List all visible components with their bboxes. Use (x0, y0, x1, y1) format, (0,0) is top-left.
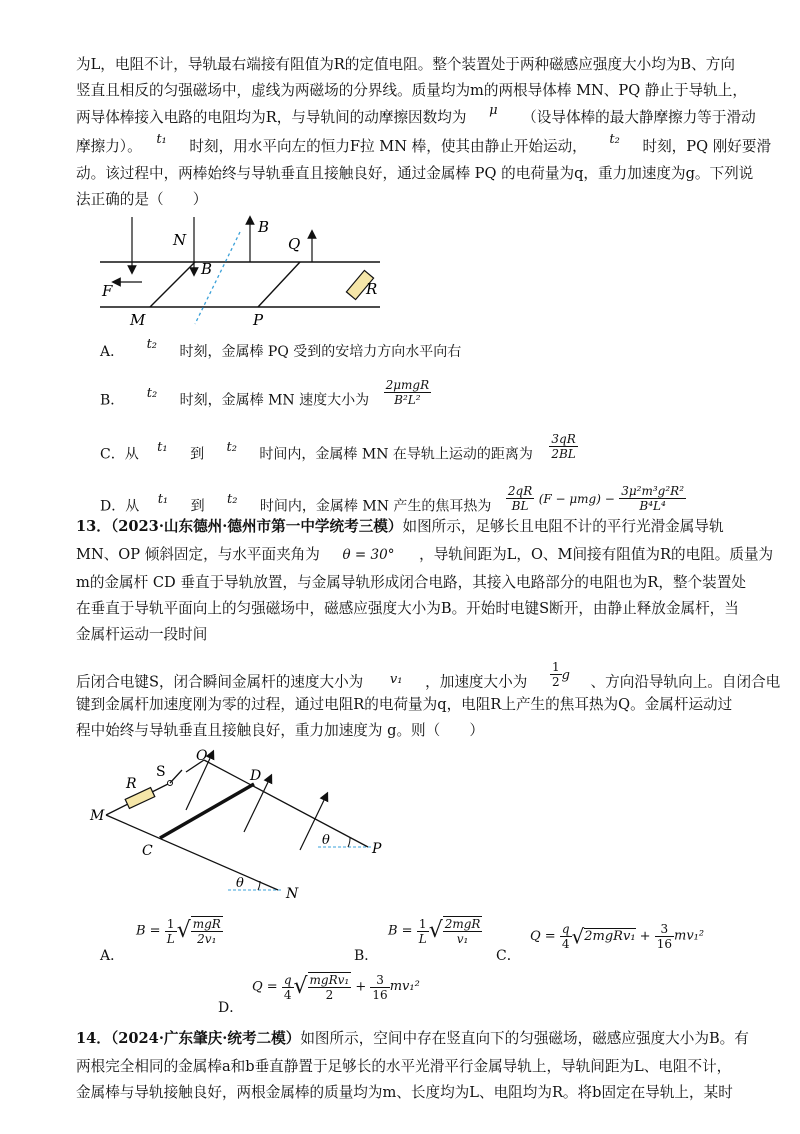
label-o: O (196, 748, 208, 764)
numerator: 3 (655, 922, 674, 937)
text: 到 (190, 446, 205, 463)
formula (506, 484, 686, 513)
numerator: 3 (370, 973, 389, 988)
numerator: mgR (192, 917, 221, 931)
numerator: mgRv₁ (309, 973, 350, 987)
rod-pq (258, 262, 300, 307)
option-d[interactable]: D． (218, 1000, 244, 1016)
text: ，加速度大小为 (425, 673, 528, 691)
t1-symbol: t₁ (157, 491, 169, 507)
denominator: B²L² (394, 393, 421, 407)
fraction (560, 922, 572, 951)
label-b-down: B (201, 260, 213, 278)
formula-lhs: B = (388, 923, 413, 939)
rail-diagram-1 (90, 212, 390, 332)
question-source: （2023·山东德州·德州市第一中学统考三模） (110, 518, 403, 535)
fraction (417, 917, 429, 946)
numerator: 1 (417, 917, 429, 932)
fraction-half (550, 660, 562, 689)
label-b-up: B (258, 218, 270, 236)
label-n: N (286, 886, 299, 900)
para-line (76, 544, 773, 566)
para-line: 键到金属杆加速度刚为零的过程，通过电阻R的电荷量为q，电阻R上产生的焦耳热为Q。金属杆运动过 (76, 696, 733, 713)
text: 两导体棒接入电路的电阻均为R，与导轨间的动摩擦因数均为 (76, 109, 467, 126)
para-line (76, 660, 781, 697)
field-boundary (195, 232, 240, 324)
option-label: B． (100, 392, 125, 409)
numerator: q (283, 972, 292, 987)
formula-lhs: B = (136, 923, 161, 939)
rail-mn (106, 815, 278, 890)
rail-op (204, 760, 368, 847)
option-a[interactable]: A． (100, 948, 125, 964)
question-13-heading (76, 516, 724, 538)
mu-symbol: μ (489, 103, 498, 118)
numerator: 2qR (507, 484, 533, 498)
plus: + (355, 979, 367, 995)
fraction (384, 378, 432, 407)
para-line: 法正确的是（ ） (76, 191, 208, 208)
option-text: 时间内，金属棒 MN 产生的焦耳热为 (259, 498, 492, 515)
para-line: 金属杆运动一段时间 (76, 626, 208, 643)
numerator: 1 (551, 660, 560, 674)
text: 到 (190, 498, 205, 515)
para-line: 在垂直于导轨平面向上的匀强磁场中，磁感应强度大小为B。开始时电键S断开，由静止释放金属杆，当 (76, 600, 739, 617)
theta-value: θ = 30° (342, 547, 395, 563)
formula-tail: mv₁² (389, 979, 420, 994)
text: 后闭合电键S，闭合瞬间金属杆的速度大小为 (76, 673, 364, 691)
radicand (443, 916, 483, 946)
para-line: 动。该过程中，两棒始终与导轨垂直且接触良好，通过金属棒 PQ 的电荷量为q，重力加速度为g。下列说 (76, 165, 754, 182)
radicand (308, 972, 352, 1002)
denominator: 16 (656, 937, 672, 951)
rod-cd (160, 784, 254, 838)
incline-diagram (86, 740, 386, 900)
option-a-formula: B = $\frac{1}{L}$ √ mgR 2v₁ (136, 916, 221, 946)
t1-symbol: t₁ (157, 439, 168, 455)
option-text: 时间内，金属棒 MN 在导轨上运动的距离为 (259, 446, 533, 463)
para-line: 程中始终与导轨垂直且接触良好，重力加速度为 g。则（ ） (76, 722, 485, 739)
t2-symbol: t₂ (146, 337, 158, 352)
text: MN、OP 倾斜固定，与水平面夹角为 (76, 546, 320, 563)
para-line (76, 103, 756, 130)
radicand (191, 916, 223, 946)
v1-symbol: v₁ (389, 671, 403, 687)
radicand: 2mgRv₁ (584, 928, 636, 944)
denominator: 2 (551, 675, 560, 689)
label-m: M (130, 311, 146, 329)
text: 时刻，PQ 刚好要滑 (642, 138, 772, 155)
numerator: 1 (165, 917, 177, 932)
formula-lhs: Q = (530, 929, 556, 944)
label-p: P (253, 311, 264, 329)
option-label: C．从 (100, 446, 139, 463)
fraction (506, 484, 534, 513)
denominator: 4 (561, 937, 570, 951)
option-b[interactable] (100, 378, 431, 415)
t2-symbol: t₂ (227, 491, 238, 507)
wire (152, 784, 168, 792)
label-n: N (173, 231, 187, 249)
question-source: （2024·广东肇庆·统考二模） (110, 1030, 301, 1047)
label-c: C (142, 843, 153, 859)
fraction (619, 484, 686, 513)
denominator: L (166, 931, 175, 946)
option-a[interactable] (100, 337, 462, 363)
fraction (282, 973, 294, 1002)
t1-symbol: t₁ (156, 132, 167, 147)
denominator: 2v₁ (197, 932, 217, 946)
label-m: M (90, 808, 105, 824)
option-text: 时刻，金属棒 MN 速度大小为 (179, 392, 370, 409)
switch-icon (170, 770, 182, 783)
g-symbol: g (561, 667, 570, 683)
denominator: 4 (283, 987, 292, 1002)
option-b-formula: B = $\frac{1}{L}$ √ 2mgR v₁ (388, 916, 481, 946)
denominator: 16 (372, 987, 388, 1002)
t2-symbol: t₂ (146, 385, 158, 401)
label-p: P (372, 841, 382, 857)
t2-symbol: t₂ (226, 439, 237, 455)
label-s: S (156, 764, 166, 780)
wire (106, 804, 128, 815)
label-theta: θ (322, 833, 330, 848)
fraction (549, 432, 577, 461)
para-line: m的金属杆 CD 垂直于导轨放置，与金属导轨形成闭合电路，其接入电路部分的电阻也为R，整个装置处 (76, 574, 746, 591)
question-number: 13． (76, 518, 111, 535)
label-theta: θ (236, 876, 244, 891)
question-14-heading (76, 1028, 749, 1050)
para-line: 竖直且相反的匀强磁场中，虚线为两磁场的分界线。质量均为m的两根导体棒 MN、PQ 静止于导轨上， (76, 82, 747, 99)
text: 如图所示，空间中存在竖直向下的匀强磁场，磁感应强度大小为B。有 (300, 1030, 749, 1047)
formula-lhs: Q = (252, 979, 278, 995)
option-d-formula: Q = $\frac{q}{4}$ √ mgRv₁ 2 + $\frac{3}{16}$ mv₁² (252, 972, 420, 1002)
plus: + (639, 929, 651, 944)
label-r: R (126, 776, 137, 792)
fraction (370, 973, 389, 1002)
label-f: F (102, 282, 113, 300)
fraction (655, 922, 674, 951)
para-line: 金属棒与导轨接触良好，两根金属棒的质量均为m、长度均为L、电阻均为R。将b固定在导轨上，某时 (76, 1084, 733, 1101)
formula-mid: (F − μmg) − (538, 491, 615, 506)
option-c[interactable] (100, 432, 578, 469)
t2-symbol: t₂ (609, 132, 620, 147)
option-text: 时刻，金属棒 PQ 受到的安培力方向水平向右 (179, 344, 462, 360)
option-c-formula: Q = $\frac{q}{4}$ √2mgRv₁ + $\frac{3}{16}$ mv₁² (530, 922, 705, 951)
denominator: v₁ (456, 932, 469, 946)
text: （设导体棒的最大静摩擦力等于滑动 (522, 109, 756, 126)
denominator: 2 (325, 988, 334, 1002)
text: 、方向沿导轨向上。自闭合电 (590, 673, 781, 691)
para-line: 为L，电阻不计，导轨最右端接有阻值为R的定值电阻。整个装置处于两种磁感应强度大小均为B、方向 (76, 56, 735, 73)
formula-tail: mv₁² (674, 928, 705, 944)
numerator: 3μ²m³g²R² (621, 484, 685, 498)
text: 如图所示，足够长且电阻不计的平行光滑金属导轨 (402, 518, 724, 535)
fraction (165, 917, 177, 946)
option-label: A． (100, 344, 125, 360)
question-number: 14． (76, 1030, 111, 1047)
numerator: 2mgR (444, 917, 481, 931)
text: ，导轨间距为L，O、M间接有阻值为R的电阻。质量为 (419, 546, 774, 563)
numerator: q (561, 922, 570, 936)
text: 时刻，用水平向左的恒力F拉 MN 棒，使其由静止开始运动， (189, 138, 587, 155)
rod-mn (150, 262, 195, 307)
numerator: 2μmgR (385, 378, 430, 392)
denominator: BL (511, 499, 529, 513)
denominator: L (418, 931, 427, 946)
numerator: 3qR (549, 432, 577, 447)
option-c[interactable]: C． (496, 948, 521, 964)
denominator: B⁴L⁴ (639, 499, 666, 513)
label-q: Q (288, 235, 301, 253)
label-d: D (250, 768, 262, 784)
para-line: 两根完全相同的金属棒a和b垂直静置于足够长的水平光滑平行金属导轨上，导轨间距为L、电阻不计， (76, 1058, 732, 1075)
label-r: R (366, 280, 378, 298)
option-b[interactable]: B． (354, 948, 379, 964)
angle-arc (348, 838, 350, 847)
text: 摩擦力）。 (76, 138, 142, 155)
denominator: 2BL (551, 447, 576, 461)
para-line (76, 132, 772, 159)
option-label: D．从 (100, 498, 140, 515)
